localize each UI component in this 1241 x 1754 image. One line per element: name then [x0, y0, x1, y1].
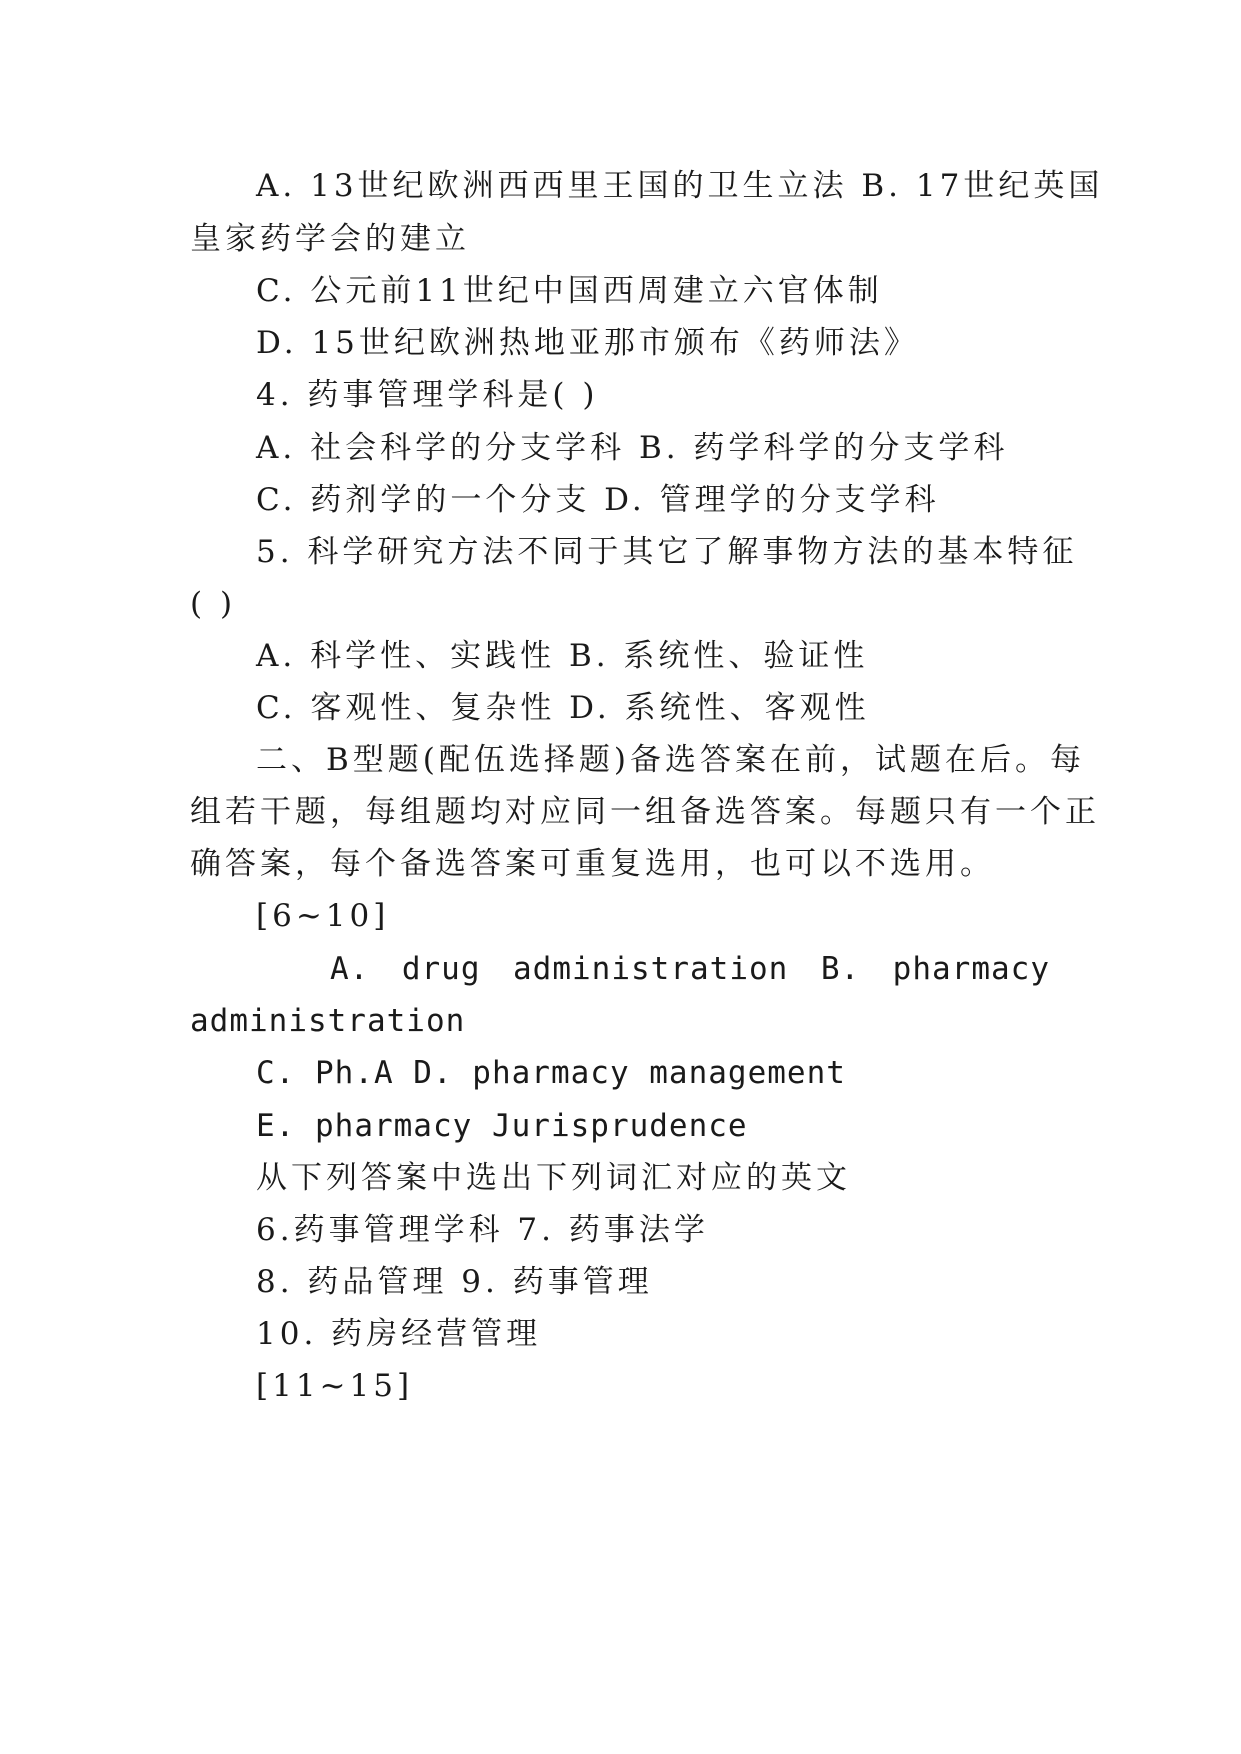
answer-options-line-1 [330, 949, 1050, 989]
option-line-5a: A. 科学性、实践性 B. 系统性、验证性 [256, 638, 869, 674]
group-range-11-15: [11~15] [256, 1368, 414, 1404]
option-line-3a-cont: 皇家药学会的建立 [190, 221, 470, 257]
answer-b-word-1: pharmacy [892, 951, 1050, 987]
answer-a-word-2: administration [513, 951, 789, 987]
answer-b-label: B. [820, 951, 861, 987]
question-5: 5. 科学研究方法不同于其它了解事物方法的基本特征 [256, 534, 1078, 570]
option-line-4a: A. 社会科学的分支学科 B. 药学科学的分支学科 [256, 430, 1009, 466]
answer-options-line-3: E. pharmacy Jurisprudence [256, 1108, 748, 1144]
question-4: 4. 药事管理学科是( ) [256, 377, 599, 413]
option-line-3d: D. 15世纪欧洲热地亚那市颁布《药师法》 [256, 325, 919, 361]
items-8-9: 8. 药品管理 9. 药事管理 [256, 1264, 653, 1300]
item-10: 10. 药房经营管理 [256, 1316, 542, 1352]
group-range-6-10: [6~10] [256, 898, 390, 934]
option-line-4c: C. 药剂学的一个分支 D. 管理学的分支学科 [256, 482, 940, 518]
option-line-5c: C. 客观性、复杂性 D. 系统性、客观性 [256, 690, 870, 726]
question-5-cont: ( ) [190, 586, 237, 622]
answer-options-line-2: C. Ph.A D. pharmacy management [256, 1055, 846, 1091]
instruction-line: 从下列答案中选出下列词汇对应的英文 [256, 1160, 851, 1196]
items-6-7: 6.药事管理学科 7. 药事法学 [256, 1212, 709, 1248]
section-heading-cont-2: 确答案，每个备选答案可重复选用，也可以不选用。 [190, 846, 995, 882]
answer-options-line-1-cont: administration [190, 1003, 466, 1039]
answer-a-word-1: drug [401, 951, 481, 987]
option-line-3a: A. 13世纪欧洲西西里王国的卫生立法 B. 17世纪英国 [256, 168, 1104, 204]
section-heading: 二、B型题(配伍选择题)备选答案在前，试题在后。每 [256, 742, 1085, 778]
section-heading-cont-1: 组若干题，每组题均对应同一组备选答案。每题只有一个正 [190, 794, 1100, 830]
answer-a-label: A. [330, 951, 370, 987]
option-line-3c: C. 公元前11世纪中国西周建立六官体制 [256, 273, 883, 309]
